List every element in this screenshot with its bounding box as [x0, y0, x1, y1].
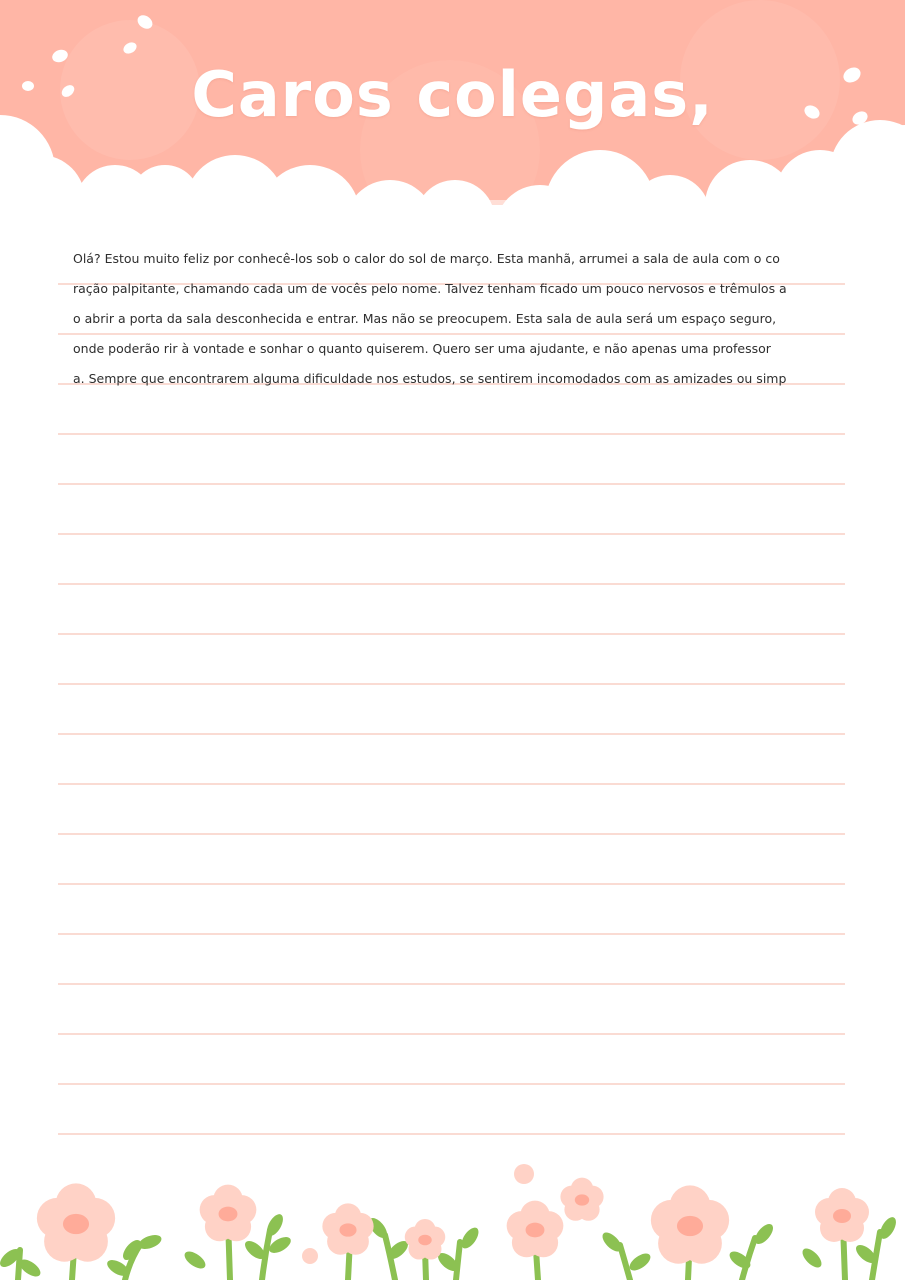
body-line: Olá? Estou muito feliz por conhecê-los sob o calor do sol de março. Esta manhã, arrumei a sala de aula com o co — [73, 251, 780, 266]
ruled-line — [58, 933, 845, 935]
ruled-line — [58, 533, 845, 535]
ruled-line — [58, 1083, 845, 1085]
ruled-line — [58, 683, 845, 685]
ruled-line — [58, 1033, 845, 1035]
ruled-line — [58, 783, 845, 785]
body-line: onde poderão rir à vontade e sonhar o quanto quiserem. Quero ser uma ajudante, e não apenas uma professor — [73, 341, 771, 356]
ruled-line — [58, 1133, 845, 1135]
ruled-line — [58, 983, 845, 985]
ruled-lines — [58, 283, 846, 1143]
ruled-line — [58, 833, 845, 835]
letter-body — [73, 246, 835, 396]
ruled-line — [58, 733, 845, 735]
body-line: ração palpitante, chamando cada um de vocês pelo nome. Talvez tenham ficado um pouco nervosos e trêmulos a — [73, 281, 787, 296]
ruled-line — [58, 583, 845, 585]
flower-footer — [0, 1150, 905, 1280]
ruled-line — [58, 483, 845, 485]
ruled-line — [58, 883, 845, 885]
ruled-line — [58, 633, 845, 635]
ruled-line — [58, 433, 845, 435]
letter-title: Caros colegas, — [191, 58, 714, 131]
cloud-header — [0, 0, 905, 230]
body-line: a. Sempre que encontrarem alguma dificuldade nos estudos, se sentirem incomodados com as amizades ou simp — [73, 371, 787, 386]
body-line: o abrir a porta da sala desconhecida e entrar. Mas não se preocupem. Esta sala de aula será um espaço seguro, — [73, 311, 777, 326]
flower-footer-art — [0, 1150, 905, 1280]
